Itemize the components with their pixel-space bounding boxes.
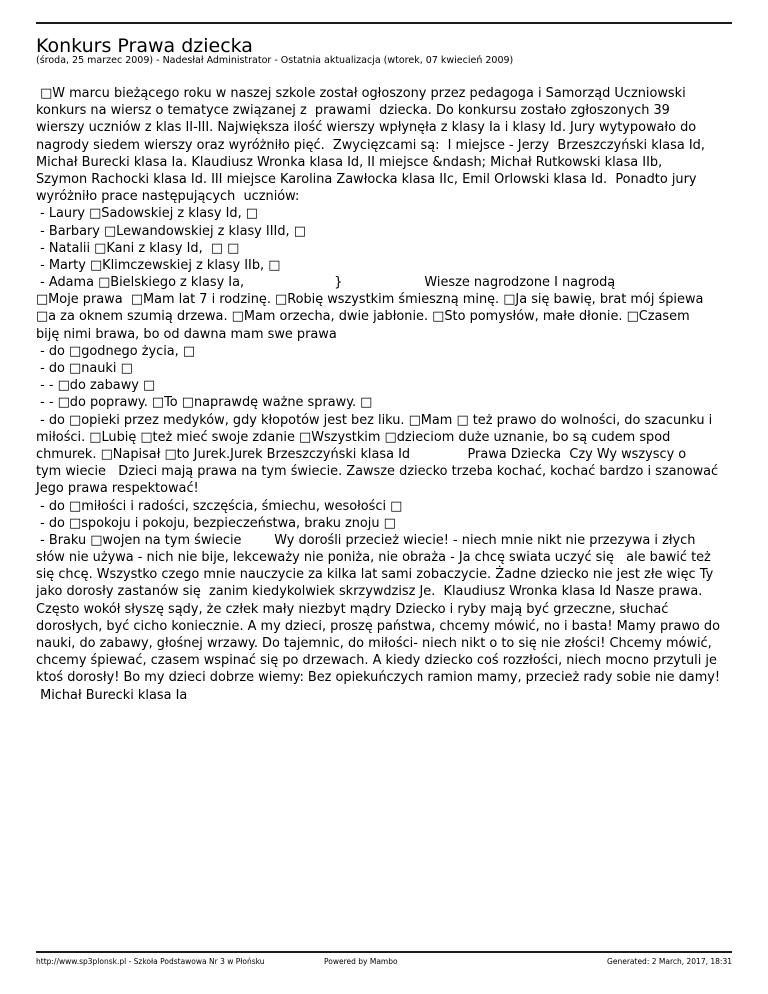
article-line: - - □do poprawy. □To □naprawdę ważne sprawy. □ (36, 395, 373, 411)
footer-site-url: http://www.sp3plonsk.pl - Szkoła Podstawowa Nr 3 w Płońsku (36, 957, 265, 966)
article-line: - Braku □wojen na tym świecie Wy dorośli przecież wiecie! - niech mnie nikt nie przezywa i złych (36, 532, 696, 548)
article-title: Konkurs Prawa dziecka (36, 35, 253, 57)
article-line: się chcę. Wszystko czego mnie nauczycie za kilka lat sami zobaczycie. Żadne dziecko nie jest złe więc Ty (36, 567, 714, 583)
article-line: jako dorosły zastanów się zanim kiedykolwiek skrzywdzisz Je. Klaudiusz Wronka klasa Id Nasze prawa. (36, 584, 703, 600)
article-line: Szymon Rachocki klasa Id. III miejsce Karolina Zawłocka klasa IIc, Emil Orlowski klasa Id. Ponadto jury (36, 171, 697, 187)
article-line: - do □opieki przez medyków, gdy kłopotów jest bez liku. □Mam □ też prawo do wolności, do szacunku i (36, 412, 713, 428)
article-line: Często wokół słyszę sądy, że człek mały niezbyt mądry Dziecko i ryby mają być grzeczne, słuchać (36, 601, 669, 617)
article-line: chcemy śpiewać, czasem wspinać się po drzewach. A kiedy dziecko coś rozzłości, niech mocno przytuli je (36, 653, 717, 669)
article-line: - do □spokoju i pokoju, bezpieczeństwa, braku znoju □ (36, 515, 396, 531)
article-line: - Adama □Bielskiego z klasy Ia, } Wiesze nagrodzone I nagrodą (36, 275, 616, 291)
article-body (36, 85, 736, 704)
article-line: nagrody siedem wierszy oraz wyróżniło pięć. Zwycięzcami są: I miejsce - Jerzy Brzeszczyński klasa Id, (36, 137, 705, 153)
article-line: - Marty □Klimczewskiej z klasy IIb, □ (36, 257, 281, 273)
article-line: Michał Burecki klasa Ia. Klaudiusz Wronka klasa Id, II miejsce &ndash; Michał Rutkowski klasa IIb, (36, 154, 663, 170)
article-meta: (środa, 25 marzec 2009) - Nadesłał Administrator - Ostatnia aktualizacja (wtorek, 07 kwiecień 2009) (36, 55, 514, 66)
article-line: - Natalii □Kani z klasy Id, □ □ (36, 240, 240, 256)
article-line: nauki, do zabawy, głośnej wrzawy. Do tajemnic, do miłości- niech nikt o to się nie złości! Chcemy mówić, (36, 636, 712, 651)
article-line: Michał Burecki klasa Ia (36, 687, 188, 703)
article-line: Jego prawa respektować! (36, 481, 199, 497)
article-line: - Laury □Sadowskiej z klasy Id, □ (36, 206, 258, 222)
footer-generated-date: Generated: 2 March, 2017, 18:31 (607, 957, 732, 966)
article-line: - - □do zabawy □ (36, 378, 156, 394)
article-line: wyróżniło prace następujących uczniów: (36, 189, 300, 205)
article-line: dorosłych, być cicho koniecznie. A my dzieci, proszę państwa, chcemy mówić, no i basta! Mamy prawo do (36, 618, 720, 634)
top-divider (36, 22, 732, 24)
article-line: - do □miłości i radości, szczęścia, śmiechu, wesołości □ (36, 498, 403, 514)
article-line: □Moje prawa □Mam lat 7 i rodzinę. □Robię wszystkim śmieszną minę. □Ja się bawię, brat mój śpiewa (36, 292, 704, 308)
article-line: - Barbary □Lewandowskiej z klasy IIId, □ (36, 223, 306, 239)
article-line: tym wiecie Dzieci mają prawa na tym świecie. Zawsze dziecko trzeba kochać, kochać bardzo i szanować (36, 464, 719, 480)
page-footer (36, 957, 732, 969)
article-line: □a za oknem szumią drzewa. □Mam orzecha, dwie jabłonie. □Sto pomysłów, małe dłonie. □Czasem (36, 309, 690, 325)
article-line: chmurek. □Napisał □to Jurek.Jurek Brzeszczyński klasa Id Prawa Dziecka Czy Wy wszyscy o (36, 446, 687, 462)
article-line: wierszy uczniów z klas II-III. Największa ilość wierszy wpłynęła z klasy Ia i klasy Id. Jury wytypowało do (36, 120, 697, 136)
article-line: miłości. □Lubię □też mieć swoje zdanie □Wszystkim □dzieciom duże uznanie, bo są cudem spod (36, 429, 671, 445)
article-line: słów nie używa - nich nie bije, lekceważy nie poniża, nie obraża - Ja chcę swiata uczyć się ale bawić też (36, 550, 711, 566)
article-line: □W marcu bieżącego roku w naszej szkole został ogłoszony przez pedagoga i Samorząd Uczniowski (36, 86, 686, 101)
article-line: biję nimi brawa, bo od dawna mam swe prawa (36, 326, 337, 342)
footer-divider (36, 951, 732, 953)
article-line: - do □godnego życia, □ (36, 343, 196, 359)
footer-powered-by: Powered by Mambo (324, 957, 398, 966)
article-line: ktoś dorosły! Bo my dzieci dobrze wiemy: Bez opiekuńczych ramion mamy, przecież rady sobie nie damy! (36, 670, 721, 686)
article-line: - do □nauki □ (36, 361, 133, 376)
article-line: konkurs na wiersz o tematyce związanej z prawami dziecka. Do konkursu zostało zgłoszonych 39 (36, 103, 670, 119)
